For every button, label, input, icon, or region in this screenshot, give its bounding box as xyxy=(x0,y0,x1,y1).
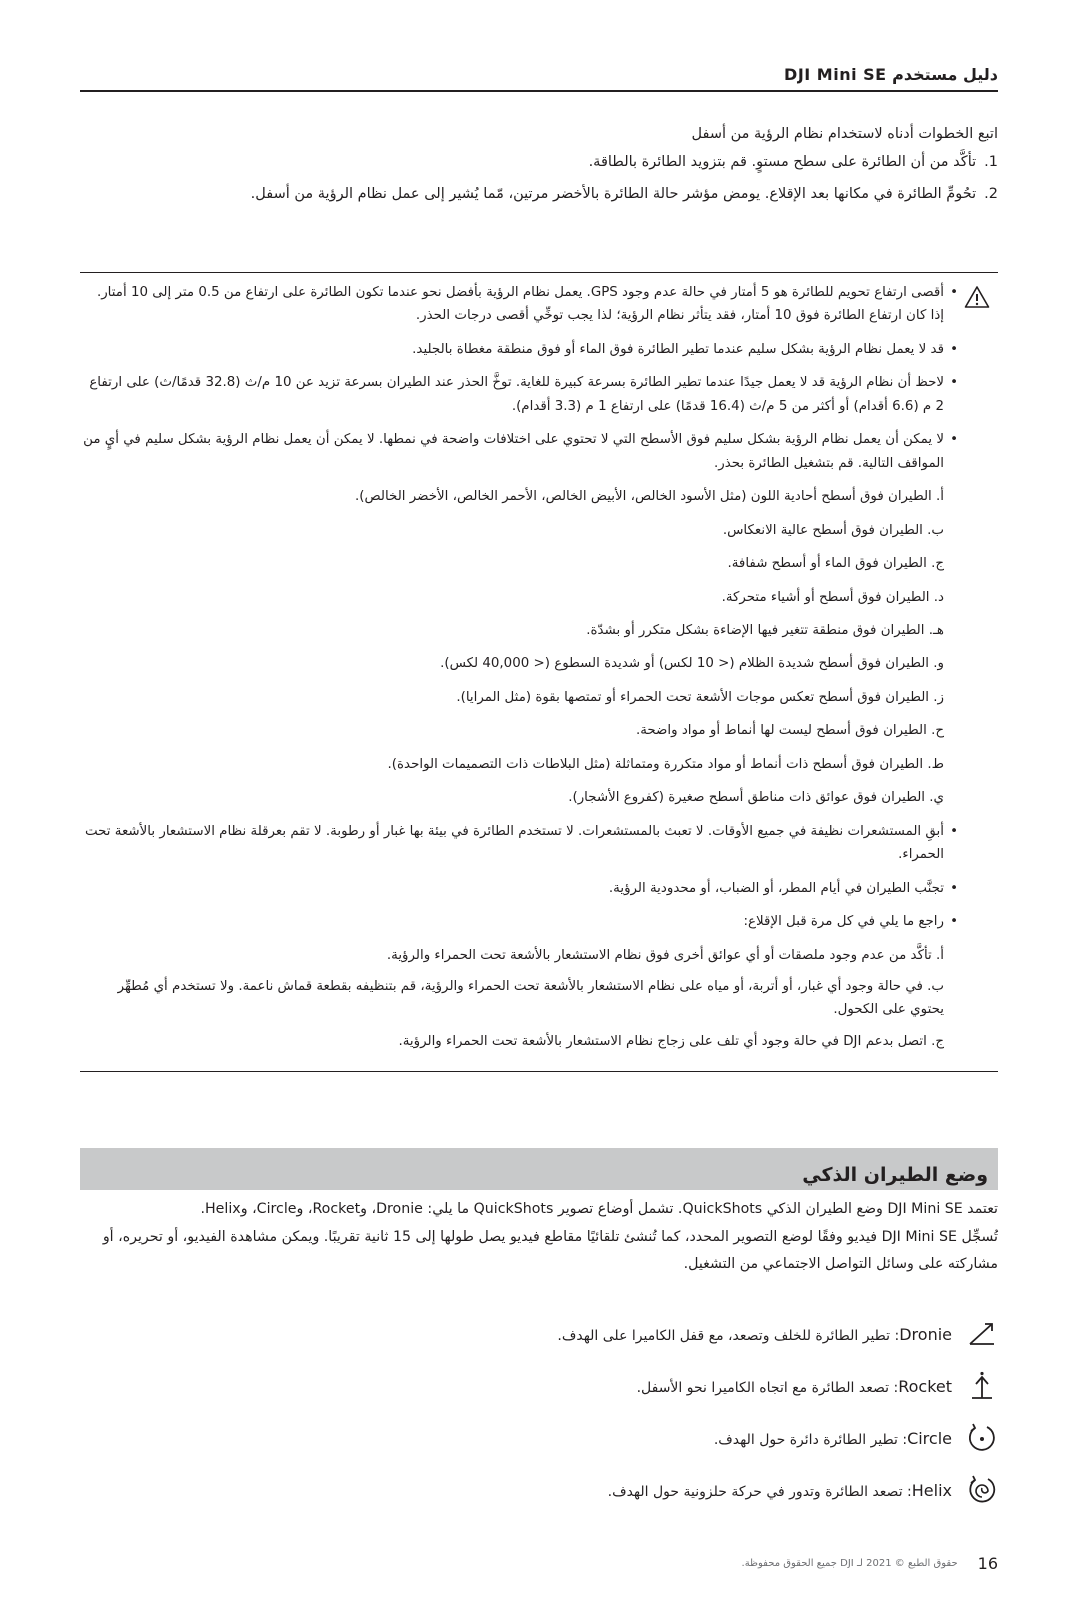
check-item: ج. اتصل بدعم DJI في حالة وجود أي تلف على زجاج نظام الاستشعار بالأشعة تحت الحمراء والرؤية. xyxy=(398,1033,944,1049)
copyright-notice: حقوق الطبع © 2021 لـ DJI جميع الحقوق محفوظة. xyxy=(741,1558,958,1569)
manual-title: دليل مستخدم DJI Mini SE xyxy=(784,65,998,84)
page-footer xyxy=(80,1554,998,1573)
condition-item: ز. الطيران فوق أسطح تعكس موجات الأشعة تحت الحمراء أو تمتصها بقوة (مثل المرايا). xyxy=(456,689,944,705)
warning-bullet: • لاحظ أن نظام الرؤية قد لا يعمل جيدًا عندما تطير الطائرة بسرعة كبيرة للغاية. توخَّ الحذر عند الطيران بسرعة تزيد عن 10 م/ث (32.8 قدمًا/ث) على ارتفاع 2 م (6.6 أقدام) أو أكثر من 5 م/ث (16.4 قدمًا) على ارتفاع 1 م (3.3 أقدام). xyxy=(80,371,958,418)
mode-name: Dronie xyxy=(899,1324,952,1344)
helix-icon xyxy=(966,1474,998,1506)
check-item: أ. تأكَّد من عدم وجود ملصقات أو أي عوائق أخرى فوق نظام الاستشعار بالأشعة تحت الحمراء والرؤية. xyxy=(386,947,944,963)
mode-description: : تطير الطائرة للخلف وتصعد، مع قفل الكاميرا على الهدف. xyxy=(557,1327,900,1344)
steps-heading: اتبع الخطوات أدناه لاستخدام نظام الرؤية من أسفل xyxy=(691,126,998,142)
mode-item-rocket xyxy=(80,1360,998,1412)
intro-paragraph: تُسجِّل DJI Mini SE فيديو وفقًا لوضع التصوير المحدد، كما تُنشئ تلقائيًا مقاطع فيديو يصل طولها إلى 15 ثانية تقريبًا. ويمكن مشاهدة الفيديو، أو تحريره، أو مشاركته على وسائل التواصل الاجتماعي من التشغيل. xyxy=(102,1228,998,1273)
mode-name: Helix xyxy=(911,1480,952,1500)
page-number: 16 xyxy=(977,1554,998,1573)
condition-item: ب. الطيران فوق أسطح عالية الانعكاس. xyxy=(722,522,944,538)
condition-item: د. الطيران فوق أسطح أو أشياء متحركة. xyxy=(721,589,944,605)
condition-item: هـ. الطيران فوق منطقة تتغير فيها الإضاءة بشكل متكرر أو بشدّة. xyxy=(586,622,944,638)
mode-item-dronie xyxy=(80,1308,998,1360)
dronie-icon xyxy=(966,1318,998,1350)
section-intro xyxy=(80,1196,998,1279)
check-item: ب. في حالة وجود أي غبار، أو أتربة، أو مياه على نظام الاستشعار بالأشعة تحت الحمراء والرؤية، قم بتنظيفه بقطعة قماش ناعمة. ولا تستخدم أي مُطهِّر يحتوي على الكحول. xyxy=(117,978,944,1018)
rocket-icon xyxy=(966,1370,998,1402)
warning-bullet: • راجع ما يلي في كل مرة قبل الإقلاع: xyxy=(80,910,958,933)
quickshots-mode-list xyxy=(80,1308,998,1516)
mode-item-circle xyxy=(80,1412,998,1464)
section-title: وضع الطيران الذكي xyxy=(802,1164,988,1186)
page-header xyxy=(80,60,998,92)
warning-bullet: • قد لا يعمل نظام الرؤية بشكل سليم عندما تطير الطائرة فوق الماء أو فوق منطقة مغطاة بالجليد. xyxy=(80,338,958,361)
circle-icon xyxy=(966,1422,998,1454)
warning-triangle-icon xyxy=(964,285,990,309)
mode-name: Circle xyxy=(907,1428,952,1448)
mode-description: : تصعد الطائرة وتدور في حركة حلزونية حول الهدف. xyxy=(607,1483,912,1500)
warning-list xyxy=(80,281,958,1061)
condition-item: ح. الطيران فوق أسطح ليست لها أنماط أو مواد واضحة. xyxy=(635,723,944,739)
step-number: 2. xyxy=(984,186,998,202)
condition-item: ي. الطيران فوق عوائق ذات مناطق أسطح صغيرة (كفروع الأشجار). xyxy=(568,790,944,806)
step-item xyxy=(80,154,998,170)
step-number: 1. xyxy=(984,154,998,170)
mode-item-helix xyxy=(80,1464,998,1516)
step-item xyxy=(80,186,998,202)
step-text: تأكَّد من أن الطائرة على سطح مستوٍ. قم بتزويد الطائرة بالطاقة. xyxy=(588,154,977,170)
step-text: تحُومِّ الطائرة في مكانها بعد الإقلاع. يومض مؤشر حالة الطائرة بالأخضر مرتين، مّما يُشير إلى عمل نظام الرؤية من أسفل. xyxy=(250,186,977,202)
vision-steps xyxy=(80,126,998,218)
condition-item: ط. الطيران فوق أسطح ذات أنماط أو مواد متكررة ومتماثلة (مثل البلاطات ذات التصميمات الواحدة). xyxy=(387,756,944,772)
warning-bullet: • تجنَّب الطيران في أيام المطر، أو الضباب، أو محدودية الرؤية. xyxy=(80,877,958,900)
warning-box xyxy=(80,272,998,1072)
mode-description: : تطير الطائرة دائرة حول الهدف. xyxy=(713,1431,908,1448)
warning-bullet: • لا يمكن أن يعمل نظام الرؤية بشكل سليم فوق الأسطح التي لا تحتوي على اختلافات واضحة في نمطها. لا يمكن أن يعمل نظام الرؤية بشكل سليم في أيٍ من المواقف التالية. قم بتشغيل الطائرة بحذر. xyxy=(80,428,958,475)
warning-bullet: • أقصى ارتفاع تحويم للطائرة هو 5 أمتار في حالة عدم وجود GPS. يعمل نظام الرؤية بأفضل نحو عندما تكون الطائرة على ارتفاع من 0.5 متر إلى 10 أمتار. إذا كان ارتفاع الطائرة فوق 10 أمتار، فقد يتأثر نظام الرؤية؛ لذا يجب توخِّي أقصى درجات الحذر. xyxy=(80,281,958,328)
section-header xyxy=(80,1148,998,1190)
condition-item: و. الطيران فوق أسطح شديدة الظلام (< 10 لكس) أو شديدة السطوع (< 40,000 لكس). xyxy=(440,656,944,672)
condition-item: ج. الطيران فوق الماء أو أسطح شفافة. xyxy=(727,556,944,572)
mode-name: Rocket xyxy=(898,1376,952,1396)
mode-description: : تصعد الطائرة مع اتجاه الكاميرا نحو الأسفل. xyxy=(636,1379,899,1396)
condition-item: أ. الطيران فوق أسطح أحادية اللون (مثل الأسود الخالص، الأبيض الخالص، الأحمر الخالص، الأخضر الخالص). xyxy=(355,489,944,505)
intro-paragraph: تعتمد DJI Mini SE وضع الطيران الذكي QuickShots. تشمل أوضاع تصوير QuickShots ما يلي: Dronie، وRocket، وCircle، وHelix. xyxy=(200,1201,998,1217)
warning-bullet: • أبقِ المستشعرات نظيفة في جميع الأوقات. لا تعبث بالمستشعرات. لا تستخدم الطائرة في بيئة بها غبار أو رطوبة. لا تقم بعرقلة نظام الاستشعار بالأشعة تحت الحمراء. xyxy=(80,820,958,867)
